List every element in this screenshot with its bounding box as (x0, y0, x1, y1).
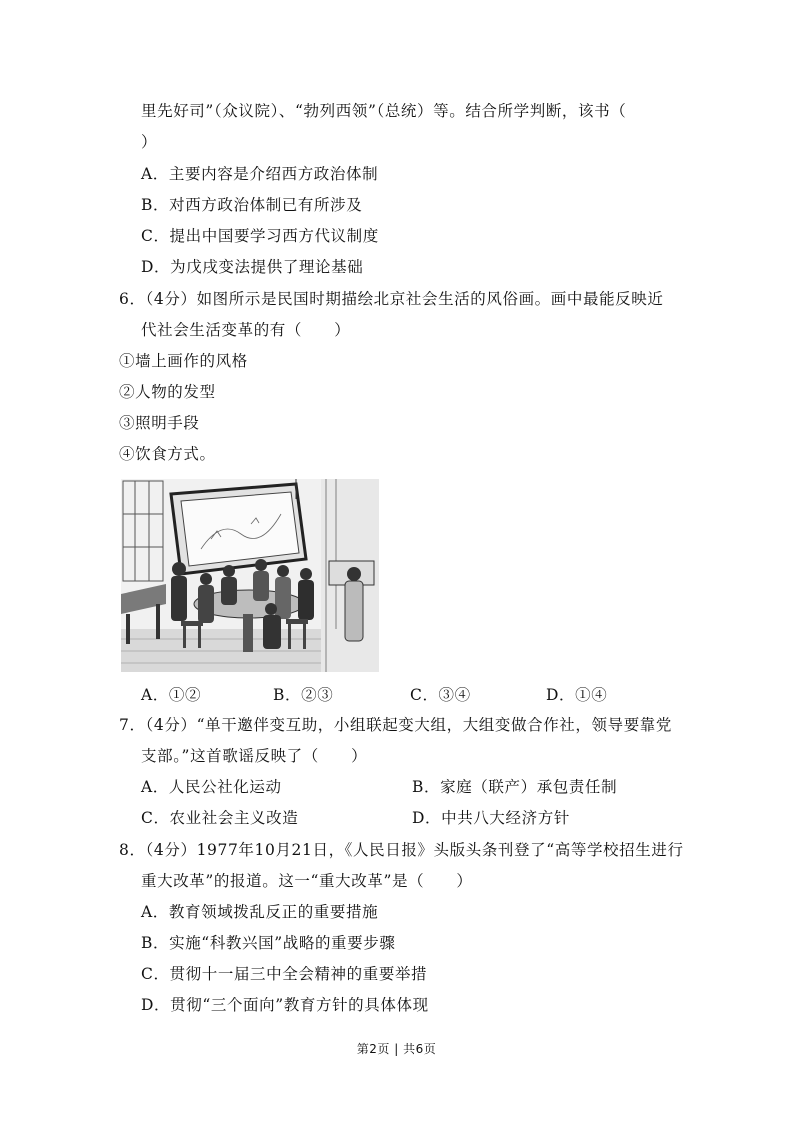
q5-stem-continuation: 里先好司”（众议院）、“勃列西领”（总统）等。结合所学判断，该书（ (141, 102, 627, 120)
q6-item-1: ①墙上画作的风格 (119, 352, 248, 370)
q6-option-c: C．③④ (410, 686, 471, 704)
q7-option-a: A．人民公社化运动 (141, 778, 282, 796)
q6-option-d: D．①④ (546, 686, 608, 704)
q8-option-c: C．贯彻十一届三中全会精神的重要举措 (141, 965, 428, 983)
q6-item-3: ③照明手段 (119, 414, 200, 432)
q6-option-a: A．①② (141, 686, 202, 704)
q7-option-d: D．中共八大经济方针 (412, 809, 570, 827)
q7-stem-line2: 支部。”这首歌谣反映了（ ） (141, 747, 368, 765)
q7-stem: 7．（4分）“单干邀伴变互助，小组联起变大组，大组变做合作社，领导要靠党 (119, 716, 672, 734)
q5-option-c: C．提出中国要学习西方代议制度 (141, 227, 379, 245)
q5-option-b: B．对西方政治体制已有所涉及 (141, 196, 363, 214)
q6-stem: 6．（4分）如图所示是民国时期描绘北京社会生活的风俗画。画中最能反映近 (119, 290, 664, 308)
q7-option-b: B．家庭（联产）承包责任制 (412, 778, 618, 796)
page-number-footer: 第2页 | 共6页 (356, 1042, 437, 1056)
q5-option-d: D．为戊戌变法提供了理论基础 (141, 258, 364, 276)
q6-item-2: ②人物的发型 (119, 383, 216, 401)
q8-option-a: A．教育领域拨乱反正的重要措施 (141, 903, 379, 921)
q6-option-b: B．②③ (273, 686, 334, 704)
q6-stem-line2: 代社会生活变革的有（ ） (141, 321, 351, 339)
q8-stem: 8．（4分）1977年10月21日，《人民日报》头版头条刊登了“高等学校招生进行 (119, 841, 684, 859)
q8-option-d: D．贯彻“三个面向”教育方针的具体体现 (141, 996, 429, 1014)
q6-item-4: ④饮食方式。 (119, 445, 216, 463)
q5-option-a: A．主要内容是介绍西方政治体制 (141, 165, 379, 183)
q7-option-c: C．农业社会主义改造 (141, 809, 299, 827)
q5-stem-close-paren: ） (141, 133, 158, 151)
genre-painting-image (121, 479, 379, 672)
q8-option-b: B．实施“科教兴国”战略的重要步骤 (141, 934, 396, 952)
q8-stem-line2: 重大改革”的报道。这一“重大改革”是（ ） (141, 872, 473, 890)
